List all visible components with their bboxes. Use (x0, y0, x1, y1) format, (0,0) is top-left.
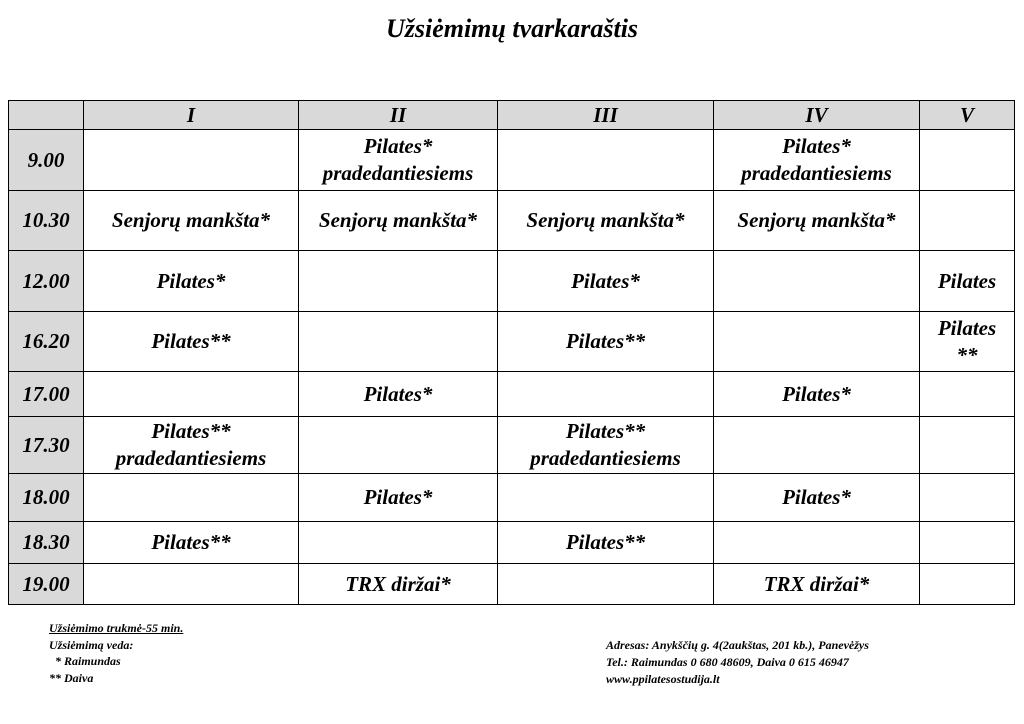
class-name: Pilates** (151, 419, 231, 443)
class-name: Pilates** (151, 329, 231, 353)
class-name: Pilates** (565, 419, 646, 443)
class-cell (299, 312, 498, 372)
schedule-row (9, 312, 1015, 372)
class-cell (299, 191, 498, 251)
class-name: pradedantiesiems (115, 446, 267, 470)
class-cell (498, 130, 714, 191)
contact-info (606, 637, 869, 688)
class-cell (920, 191, 1015, 251)
class-cell (498, 312, 714, 372)
class-cell (299, 251, 498, 312)
page-title: Užsiėmimų tvarkaraštis (385, 14, 639, 43)
schedule-row (9, 522, 1015, 564)
class-cell (920, 522, 1015, 564)
schedule-row (9, 474, 1015, 522)
class-cell (920, 474, 1015, 522)
day-header: III (498, 101, 714, 130)
class-cell (84, 474, 299, 522)
class-cell (299, 522, 498, 564)
class-cell (498, 251, 714, 312)
class-name: Pilates* (782, 485, 851, 509)
time-slot: 17.00 (9, 372, 84, 417)
class-name: Senjorų mankšta* (526, 208, 685, 232)
schedule-row (9, 564, 1015, 605)
address: Adresas: Anykščių g. 4(2aukštas, 201 kb.), Panevėžys (606, 638, 869, 652)
class-name: Pilates (937, 315, 997, 340)
instructor-list (49, 653, 121, 687)
class-name: Pilates* (363, 381, 433, 406)
duration-note: Užsiėmimo trukmė-55 min. (49, 621, 184, 635)
class-name: TRX diržai* (345, 571, 451, 596)
corner-cell (9, 101, 84, 130)
schedule-row (9, 417, 1015, 474)
schedule-table (8, 100, 1015, 605)
class-name: Pilates** (565, 329, 646, 353)
class-cell (920, 312, 1015, 372)
class-cell (920, 130, 1015, 191)
class-name: pradedantiesiems (530, 446, 681, 470)
schedule-row (9, 251, 1015, 312)
header-row (9, 101, 1015, 130)
class-name: Senjorų mankšta* (111, 208, 271, 232)
website-link[interactable]: www.ppilatesostudija.lt (606, 672, 720, 686)
class-name: Pilates* (363, 485, 433, 509)
class-name: TRX diržai* (763, 571, 870, 596)
class-cell (84, 372, 299, 417)
class-cell (299, 372, 498, 417)
class-cell (299, 417, 498, 474)
class-cell (498, 564, 714, 605)
phone-numbers: Tel.: Raimundas 0 680 48609, Daiva 0 615 46947 (606, 655, 849, 669)
class-cell (920, 564, 1015, 605)
class-cell (714, 191, 920, 251)
class-cell (920, 372, 1015, 417)
class-cell (299, 474, 498, 522)
class-cell (84, 564, 299, 605)
day-header: I (84, 101, 299, 130)
class-cell (84, 191, 299, 251)
class-name: Pilates* (156, 268, 226, 293)
class-name: Senjorų mankšta* (737, 208, 896, 232)
class-name: pradedantiesiems (322, 161, 474, 185)
time-slot: 12.00 (9, 251, 84, 312)
class-cell (714, 474, 920, 522)
class-cell (498, 474, 714, 522)
class-name: Pilates* (571, 268, 640, 293)
class-cell (498, 191, 714, 251)
class-cell (498, 372, 714, 417)
time-slot: 18.00 (9, 474, 84, 522)
time-slot: 9.00 (9, 130, 84, 191)
class-name: Pilates* (363, 134, 433, 158)
class-name: Pilates (937, 268, 997, 293)
led-by-label: Užsiėmimą veda: (49, 638, 134, 652)
day-header: IV (714, 101, 920, 130)
class-cell (498, 417, 714, 474)
time-slot: 17.30 (9, 417, 84, 474)
class-name: Pilates** (565, 530, 646, 554)
class-cell (714, 312, 920, 372)
class-cell (84, 251, 299, 312)
class-cell (84, 130, 299, 191)
class-cell (84, 417, 299, 474)
time-slot: 10.30 (9, 191, 84, 251)
time-slot: 19.00 (9, 564, 84, 605)
class-cell (498, 522, 714, 564)
class-cell (84, 522, 299, 564)
class-cell (299, 564, 498, 605)
class-cell (920, 417, 1015, 474)
schedule-row (9, 372, 1015, 417)
class-name: Pilates* (782, 134, 851, 158)
day-header: II (299, 101, 498, 130)
class-name: pradedantiesiems (741, 161, 892, 185)
class-cell (714, 130, 920, 191)
instructor-daiva: ** Daiva (49, 671, 94, 685)
class-cell (714, 372, 920, 417)
day-header: V (920, 101, 1015, 130)
class-name: Senjorų mankšta* (318, 208, 478, 232)
class-cell (714, 564, 920, 605)
time-slot: 16.20 (9, 312, 84, 372)
class-cell (299, 130, 498, 191)
class-name: ** (956, 342, 978, 367)
class-cell (714, 417, 920, 474)
class-cell (84, 312, 299, 372)
schedule-row (9, 191, 1015, 251)
class-name: Pilates** (151, 530, 231, 554)
class-name: Pilates* (782, 381, 851, 406)
instructor-raimundas: * Raimundas (49, 654, 121, 668)
class-cell (714, 251, 920, 312)
class-cell (920, 251, 1015, 312)
schedule-row (9, 130, 1015, 191)
time-slot: 18.30 (9, 522, 84, 564)
class-cell (714, 522, 920, 564)
